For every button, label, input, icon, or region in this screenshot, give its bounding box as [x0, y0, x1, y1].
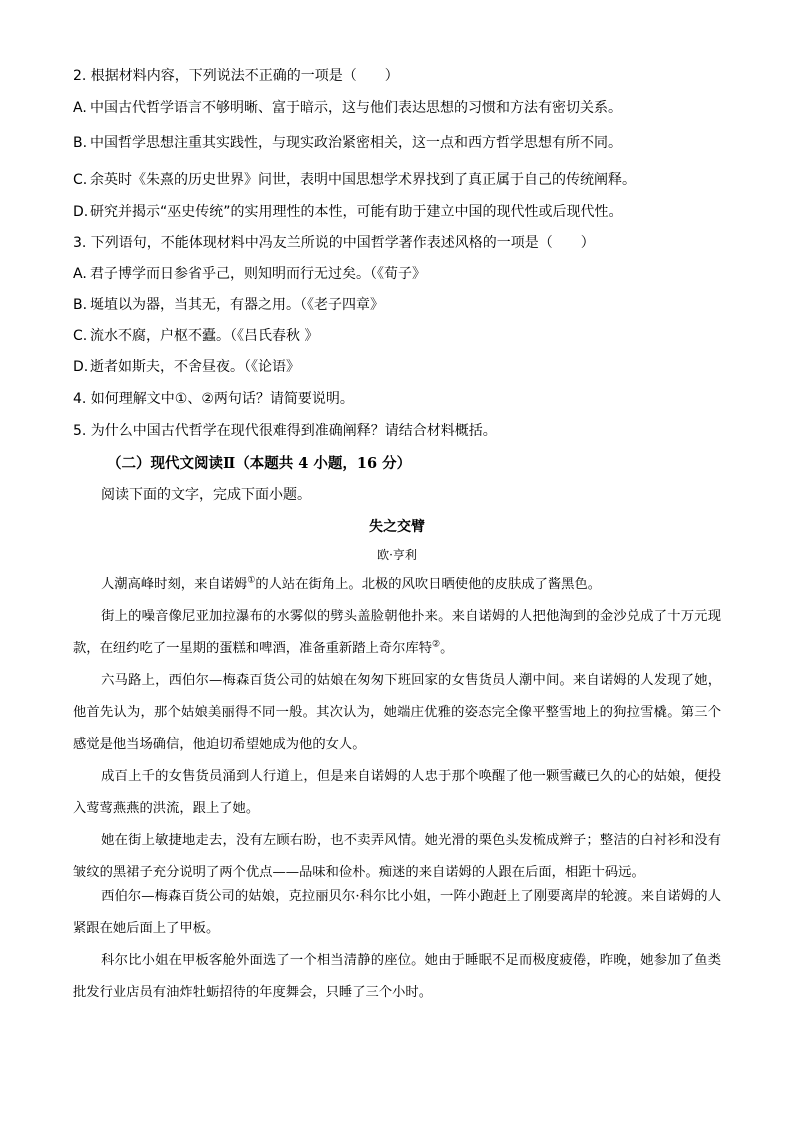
story-paragraph: [73, 601, 721, 665]
option-text: 逝者如斯夫，不舍昼夜。（《论语》: [90, 359, 300, 375]
story-paragraph: [73, 569, 721, 601]
story-paragraph: [73, 665, 721, 761]
question-2-option-b: [73, 133, 622, 153]
paragraph-text: 成百上千的女售货员涌到人行道上，但是来自诺姆的人忠于那个唤醒了他一颗雪藏已久的心的姑娘，便投入莺莺燕燕的洪流，跟上了她。: [73, 769, 721, 816]
paragraph-text: 科尔比小姐在甲板客舱外面选了一个相当清静的座位。她由于睡眠不足而极度疲倦，昨晚，她参加了鱼类批发行业店员有油炸牡蛎招待的年度舞会，只睡了三个小时。: [73, 953, 721, 1000]
option-text: 中国古代哲学语言不够明晰、富于暗示，这与他们表达思想的习惯和方法有密切关系。: [90, 100, 622, 116]
story-paragraph: [73, 761, 721, 825]
option-text: 中国哲学思想注重其实践性，与现实政治紧密相关，这一点和西方哲学思想有所不同。: [90, 135, 622, 151]
paragraph-text: 西伯尔—梅森百货公司的姑娘，克拉丽贝尔·科尔比小姐，一阵小跑赶上了刚要离岸的轮渡。来自诺姆的人紧跟在她后面上了甲板。: [73, 889, 721, 936]
paragraph-text: 她在街上敏捷地走去，没有左顾右盼，也不卖弄风情。她光滑的栗色头发梳成辫子；整洁的白衬衫和没有皱纹的黑裙子充分说明了两个优点——品味和俭朴。痴迷的来自诺姆的人跟在后面，相距十码远。: [73, 833, 721, 880]
footnote-marker: ①: [247, 575, 256, 586]
paragraph-text: 六马路上，西伯尔—梅森百货公司的姑娘在匆匆下班回家的女售货员人潮中间。来自诺姆的人发现了她，他首先认为，那个姑娘美丽得不同一般。其次认为，她端庄优雅的姿态完全像平整雪地上的狗拉雪橇。第三个感觉是他当场确信，他迫切希望她成为他的女人。: [73, 673, 721, 752]
paragraph-text-rest: 的人站在街角上。北极的风吹日晒使他的皮肤成了酱黑色。: [255, 577, 602, 592]
section-heading: （二）现代文阅读Ⅱ（本题共 4 小题，16 分）: [107, 455, 412, 472]
option-text: 研究并揭示“巫史传统”的实用理性的本性，可能有助于建立中国的现代性或后现代性。: [90, 204, 623, 220]
option-text: 流水不腐，户枢不蠹。（《吕氏春秋 》: [90, 328, 319, 344]
paragraph-text-rest: 。: [440, 641, 454, 656]
story-paragraph: [73, 825, 721, 889]
footnote-marker: ②: [432, 639, 441, 650]
option-letter: A.: [73, 266, 87, 282]
question-2-option-a: [73, 98, 622, 118]
question-5-stem: 5. 为什么中国古代哲学在现代很难得到准确阐释？请结合材料概括。: [73, 423, 497, 439]
question-2-option-d: [73, 202, 623, 222]
question-2-stem: 2. 根据材料内容，下列说法不正确的一项是（ ）: [73, 68, 399, 84]
question-3-option-b: [73, 295, 384, 315]
question-4-stem: 4. 如何理解文中①、②两句话？请简要说明。: [73, 391, 354, 407]
option-text: 君子博学而日参省乎己，则知明而行无过矣。（《荀子》: [90, 266, 426, 282]
option-letter: C.: [73, 328, 88, 344]
paragraph-text: 人潮高峰时刻，来自诺姆: [101, 577, 248, 592]
paragraph-text: 街上的噪音像尼亚加拉瀑布的水雾似的劈头盖脸朝他扑来。来自诺姆的人把他淘到的金沙兑成了十万元现款，在纽约吃了一星期的蛋糕和啤酒，准备重新踏上奇尔库特: [73, 609, 721, 656]
option-text: 埏埴以为器，当其无，有器之用。（《老子四章》: [90, 297, 384, 313]
story-paragraph: [73, 945, 721, 1009]
option-letter: B.: [73, 135, 88, 151]
option-letter: A.: [73, 100, 87, 116]
question-3-stem: 3. 下列语句，不能体现材料中冯友兰所说的中国哲学著作表述风格的一项是（ ）: [73, 235, 595, 251]
option-letter: D.: [73, 359, 89, 375]
question-3-option-c: [73, 326, 318, 346]
option-text: 余英时《朱熹的历史世界》问世，表明中国思想学术界找到了真正属于自己的传统阐释。: [90, 172, 636, 188]
story-author: 欧·亨利: [377, 548, 417, 562]
option-letter: B.: [73, 297, 88, 313]
question-2-option-c: [73, 170, 636, 190]
option-letter: D.: [73, 204, 89, 220]
option-letter: C.: [73, 172, 88, 188]
story-title: 失之交臂: [369, 519, 425, 535]
question-3-option-d: [73, 357, 300, 377]
story-paragraph: [73, 881, 721, 945]
section-instruction: 阅读下面的文字，完成下面小题。: [101, 487, 311, 503]
question-3-option-a: [73, 264, 426, 284]
